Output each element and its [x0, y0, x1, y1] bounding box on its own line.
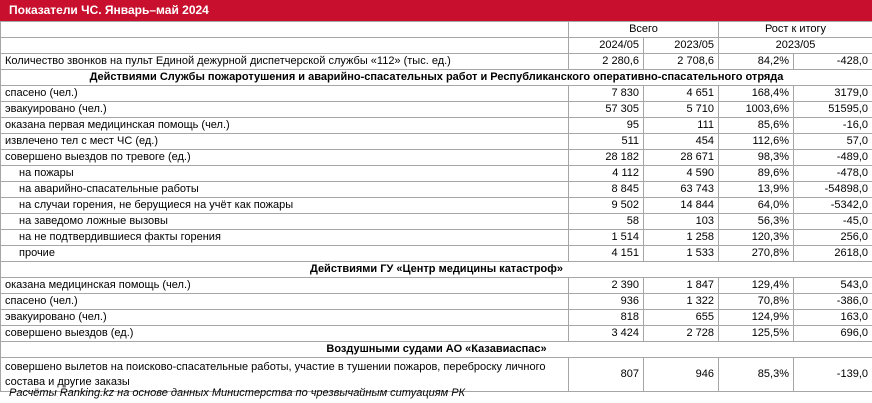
header-growth-year: 2023/05 — [719, 38, 872, 54]
growth-percent: 270,8% — [719, 246, 794, 262]
growth-percent: 85,6% — [719, 118, 794, 134]
table-row — [1, 198, 872, 214]
growth-percent: 1003,6% — [719, 102, 794, 118]
value-2024: 936 — [569, 294, 644, 310]
value-2024: 28 182 — [569, 150, 644, 166]
section-header-row — [1, 262, 872, 278]
growth-difference: 256,0 — [794, 230, 872, 246]
row-label: спасено (чел.) — [1, 86, 569, 102]
value-2024: 95 — [569, 118, 644, 134]
growth-difference: 2618,0 — [794, 246, 872, 262]
header-blank-2 — [1, 38, 569, 54]
growth-percent: 84,2% — [719, 54, 794, 70]
value-2024: 2 390 — [569, 278, 644, 294]
value-2024: 58 — [569, 214, 644, 230]
value-2024: 818 — [569, 310, 644, 326]
value-2024: 8 845 — [569, 182, 644, 198]
header-2024: 2024/05 — [569, 38, 644, 54]
section-title: Воздушными судами АО «Казавиаспас» — [1, 342, 872, 358]
section-header-row — [1, 70, 872, 86]
row-label: Количество звонков на пульт Единой дежурной диспетчерской службы «112» (тыс. ед.) — [1, 54, 569, 70]
value-2023: 4 651 — [644, 86, 719, 102]
row-label: оказана первая медицинская помощь (чел.) — [1, 118, 569, 134]
row-label: оказана медицинская помощь (чел.) — [1, 278, 569, 294]
table-row — [1, 134, 872, 150]
value-2023: 1 847 — [644, 278, 719, 294]
value-2023: 2 728 — [644, 326, 719, 342]
value-2023: 454 — [644, 134, 719, 150]
value-2024: 7 830 — [569, 86, 644, 102]
header-growth: Рост к итогу — [719, 22, 872, 38]
value-2023: 63 743 — [644, 182, 719, 198]
growth-difference: 57,0 — [794, 134, 872, 150]
growth-percent: 124,9% — [719, 310, 794, 326]
value-2023: 111 — [644, 118, 719, 134]
row-label: на случаи горения, не берущиеся на учёт как пожары — [1, 198, 569, 214]
growth-percent: 13,9% — [719, 182, 794, 198]
value-2024: 4 112 — [569, 166, 644, 182]
value-2023: 103 — [644, 214, 719, 230]
header-blank — [1, 22, 569, 38]
growth-percent: 125,5% — [719, 326, 794, 342]
table-row — [1, 182, 872, 198]
growth-percent: 85,3% — [719, 358, 794, 392]
table-row — [1, 246, 872, 262]
row-label: прочие — [1, 246, 569, 262]
value-2023: 1 533 — [644, 246, 719, 262]
row-label: на заведомо ложные вызовы — [1, 214, 569, 230]
value-2023: 4 590 — [644, 166, 719, 182]
growth-difference: 543,0 — [794, 278, 872, 294]
table-body — [1, 54, 872, 392]
growth-percent: 70,8% — [719, 294, 794, 310]
row-label: совершено выездов по тревоге (ед.) — [1, 150, 569, 166]
growth-difference: -139,0 — [794, 358, 872, 392]
value-2024: 807 — [569, 358, 644, 392]
table-row — [1, 102, 872, 118]
growth-percent: 56,3% — [719, 214, 794, 230]
value-2024: 57 305 — [569, 102, 644, 118]
table-row — [1, 86, 872, 102]
table-row — [1, 166, 872, 182]
table-row — [1, 118, 872, 134]
header-row-2 — [1, 38, 872, 54]
table-row — [1, 150, 872, 166]
table-row — [1, 326, 872, 342]
growth-difference: 51595,0 — [794, 102, 872, 118]
row-label: на аварийно-спасательные работы — [1, 182, 569, 198]
growth-difference: -428,0 — [794, 54, 872, 70]
growth-difference: 696,0 — [794, 326, 872, 342]
growth-percent: 129,4% — [719, 278, 794, 294]
header-2023: 2023/05 — [644, 38, 719, 54]
growth-difference: -489,0 — [794, 150, 872, 166]
value-2023: 2 708,6 — [644, 54, 719, 70]
section-header-row — [1, 342, 872, 358]
growth-percent: 120,3% — [719, 230, 794, 246]
growth-difference: -386,0 — [794, 294, 872, 310]
table-row — [1, 310, 872, 326]
value-2024: 511 — [569, 134, 644, 150]
growth-percent: 89,6% — [719, 166, 794, 182]
row-label: спасено (чел.) — [1, 294, 569, 310]
growth-difference: -16,0 — [794, 118, 872, 134]
table-row — [1, 54, 872, 70]
value-2024: 2 280,6 — [569, 54, 644, 70]
growth-percent: 168,4% — [719, 86, 794, 102]
row-label: совершено вылетов на поисково-спасательные работы, участие в тушении пожаров, переброску личного состава и другие заказы — [1, 358, 569, 392]
value-2023: 1 258 — [644, 230, 719, 246]
source-footnote: Расчёты Ranking.kz на основе данных Министерства по чрезвычайным ситуациям РК — [9, 387, 466, 399]
row-label: на не подтвердившиеся факты горения — [1, 230, 569, 246]
emergency-table — [0, 21, 872, 392]
value-2023: 1 322 — [644, 294, 719, 310]
header-row-1 — [1, 22, 872, 38]
growth-difference: 3179,0 — [794, 86, 872, 102]
growth-difference: -54898,0 — [794, 182, 872, 198]
table-row — [1, 214, 872, 230]
table-row — [1, 278, 872, 294]
value-2023: 14 844 — [644, 198, 719, 214]
growth-difference: 163,0 — [794, 310, 872, 326]
table-title: Показатели ЧС. Январь–май 2024 — [0, 0, 872, 21]
row-label: эвакуировано (чел.) — [1, 310, 569, 326]
row-label: эвакуировано (чел.) — [1, 102, 569, 118]
row-label: на пожары — [1, 166, 569, 182]
section-title: Действиями Службы пожаротушения и аварийно-спасательных работ и Республиканского оперативно-спасательного отряда — [1, 70, 872, 86]
table-row — [1, 230, 872, 246]
growth-difference: -45,0 — [794, 214, 872, 230]
value-2023: 5 710 — [644, 102, 719, 118]
row-label: извлечено тел с мест ЧС (ед.) — [1, 134, 569, 150]
value-2024: 4 151 — [569, 246, 644, 262]
header-total: Всего — [569, 22, 719, 38]
growth-percent: 98,3% — [719, 150, 794, 166]
value-2024: 3 424 — [569, 326, 644, 342]
growth-difference: -5342,0 — [794, 198, 872, 214]
value-2023: 28 671 — [644, 150, 719, 166]
value-2023: 946 — [644, 358, 719, 392]
value-2024: 1 514 — [569, 230, 644, 246]
section-title: Действиями ГУ «Центр медицины катастроф» — [1, 262, 872, 278]
growth-difference: -478,0 — [794, 166, 872, 182]
growth-percent: 64,0% — [719, 198, 794, 214]
row-label: совершено выездов (ед.) — [1, 326, 569, 342]
growth-percent: 112,6% — [719, 134, 794, 150]
value-2024: 9 502 — [569, 198, 644, 214]
table-row — [1, 294, 872, 310]
value-2023: 655 — [644, 310, 719, 326]
